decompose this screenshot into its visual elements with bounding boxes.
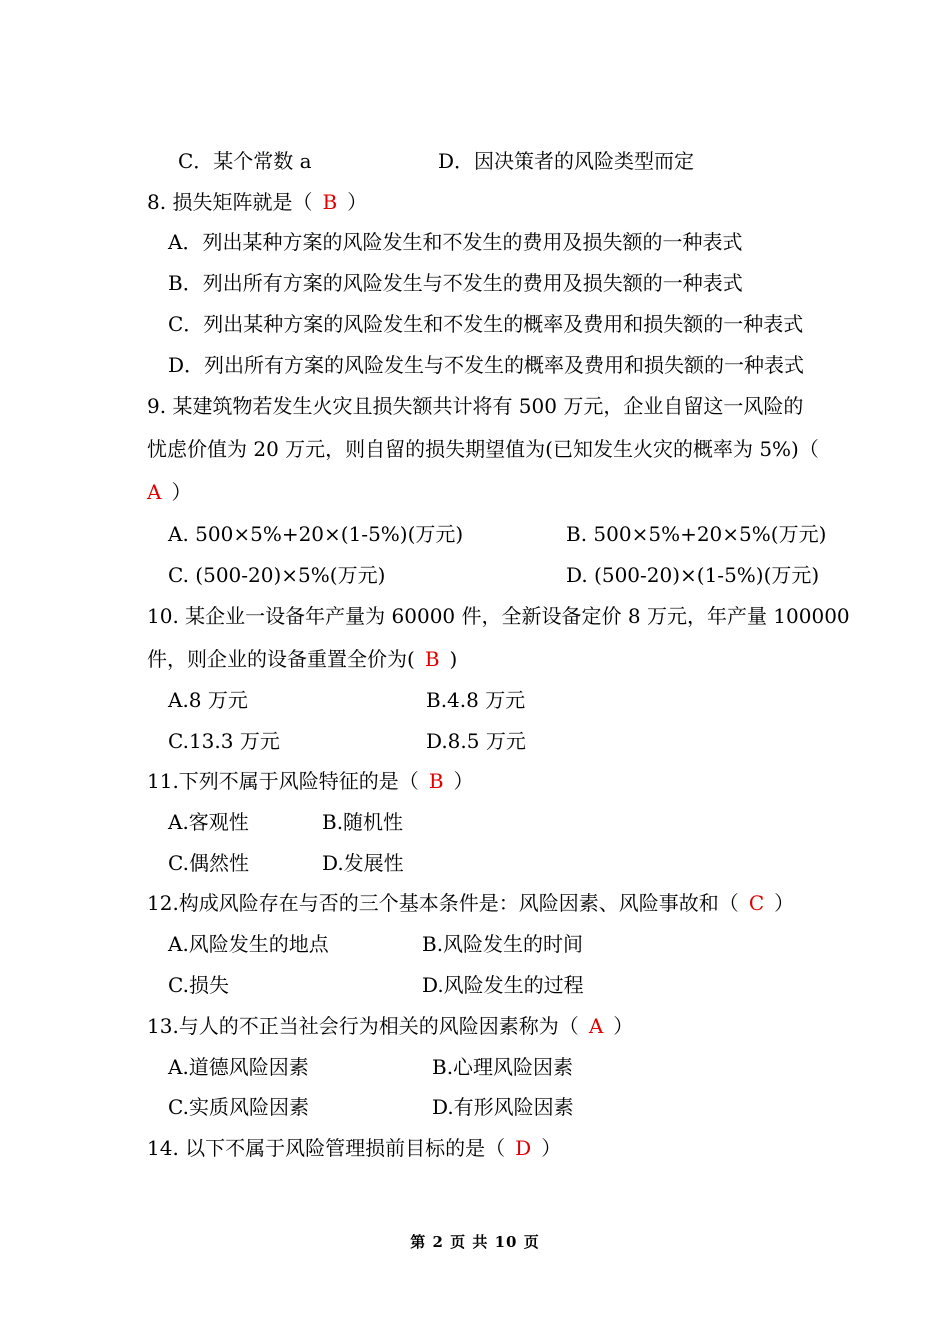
option-b-text: B.4.8 万元 [426,688,526,712]
answer-mark: A [147,480,162,504]
option-d-text: D. (500-20)×(1-5%)(万元) [566,563,820,587]
option-a-text: A.8 万元 [168,688,248,712]
option-d-text: D．因决策者的风险类型而定 [438,149,695,173]
question-close: ） [453,769,474,793]
option-a-text: A.道德风险因素 [168,1055,309,1079]
option-d-text: D.8.5 万元 [426,729,526,753]
option-b-text: B.随机性 [322,810,404,834]
option-c-text: C.偶然性 [168,851,249,875]
question-text: 13.与人的不正当社会行为相关的风险因素称为（ [147,1014,579,1038]
option-d-text: D.有形风险因素 [432,1095,574,1119]
question-14 [147,1135,561,1161]
question-12 [147,890,794,916]
answer-mark: C [748,891,765,915]
option-c-text: C.13.3 万元 [168,729,280,753]
option-a-text: A. 500×5%+20×(1-5%)(万元) [168,522,464,546]
question-text: 件，则企业的设备重置全价为( [147,647,415,671]
option-d-text: D.发展性 [322,851,404,875]
answer-mark: D [515,1136,532,1160]
option-b-text: B. 500×5%+20×5%(万元) [566,522,827,546]
question-9-cont: 忧虑价值为 20 万元，则自留的损失期望值为(已知发生火灾的概率为 5%)（ [147,437,819,461]
question-close: ） [613,1014,634,1038]
question-10-cont [147,646,457,672]
question-9-answer-line [137,479,191,505]
question-close: ) [449,647,458,671]
option-b-text: B.风险发生的时间 [422,932,584,956]
question-close: ） [171,480,192,504]
answer-mark: B [428,769,444,793]
question-13 [147,1013,633,1039]
answer-mark: B [322,190,338,214]
option-a: A．列出某种方案的风险发生和不发生的费用及损失额的一种表式 [168,230,743,254]
option-b-text: B.心理风险因素 [432,1055,574,1079]
option-c-text: C. (500-20)×5%(万元) [168,563,386,587]
question-8 [147,189,367,215]
question-text: 11.下列不属于风险特征的是（ [147,769,419,793]
question-text: 8. 损失矩阵就是（ [147,190,313,214]
option-d: D．列出所有方案的风险发生与不发生的概率及费用和损失额的一种表式 [168,353,805,377]
option-c-text: C．某个常数 a [178,149,312,173]
question-9: 9. 某建筑物若发生火灾且损失额共计将有 500 万元，企业自留这一风险的 [147,394,804,418]
question-close: ） [347,190,368,214]
option-c-text: C.实质风险因素 [168,1095,309,1119]
page-footer: 第 2 页 共 10 页 [410,1233,540,1251]
question-11 [147,768,474,794]
question-close: ） [541,1136,562,1160]
question-10: 10. 某企业一设备年产量为 60000 件，全新设备定价 8 万元，年产量 100000 [147,604,850,628]
question-text: 12.构成风险存在与否的三个基本条件是：风险因素、风险事故和（ [147,891,739,915]
option-c: C．列出某种方案的风险发生和不发生的概率及费用和损失额的一种表式 [168,312,804,336]
answer-mark: B [424,647,440,671]
option-c-text: C.损失 [168,973,229,997]
option-d-text: D.风险发生的过程 [422,973,584,997]
option-a-text: A.风险发生的地点 [168,932,329,956]
option-a-text: A.客观性 [168,810,249,834]
question-close: ） [774,891,795,915]
option-b: B．列出所有方案的风险发生与不发生的费用及损失额的一种表式 [168,271,743,295]
question-text: 14. 以下不属于风险管理损前目标的是（ [147,1136,506,1160]
answer-mark: A [588,1014,604,1038]
